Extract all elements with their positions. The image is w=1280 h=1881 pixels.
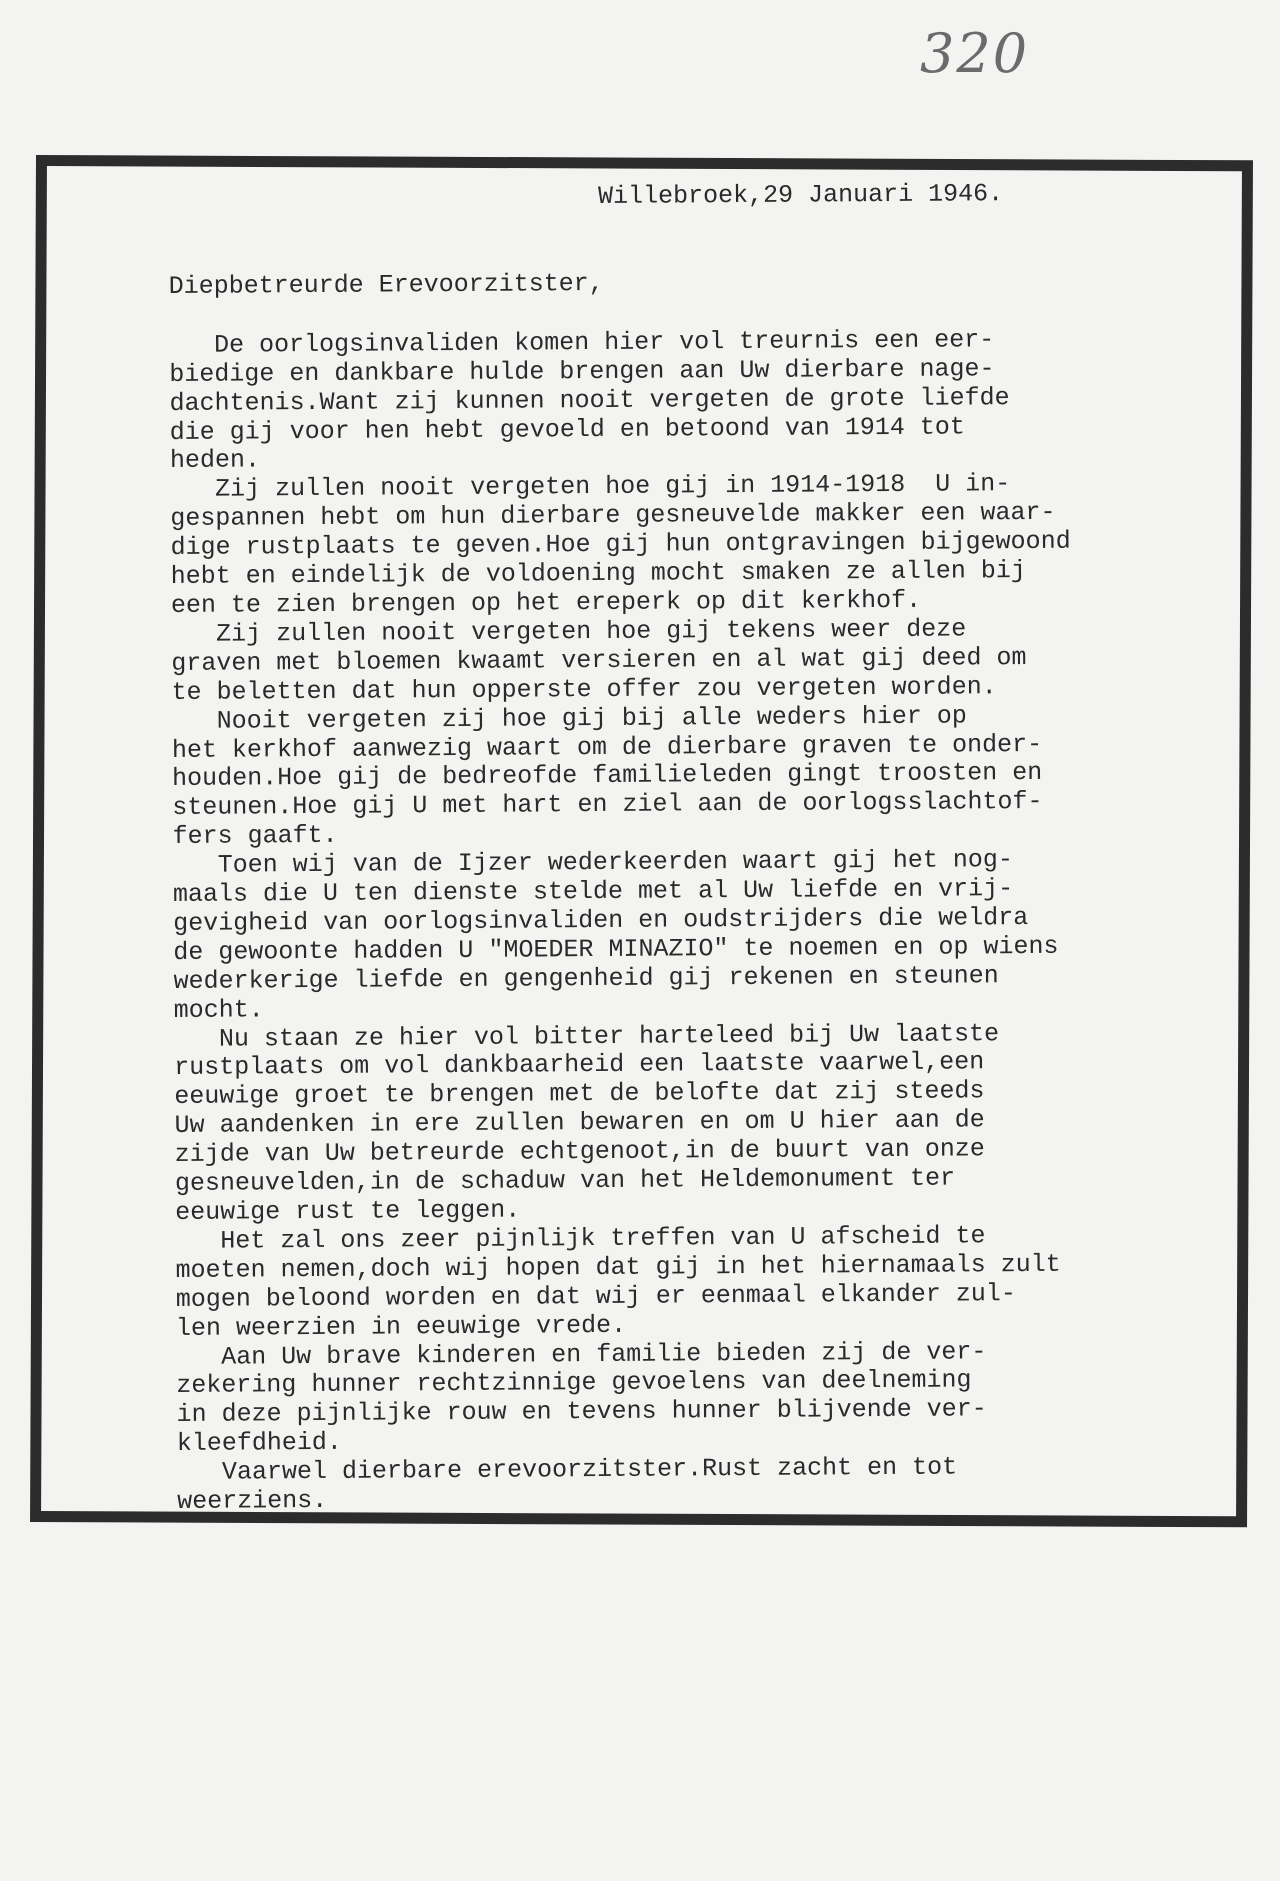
letter-line: dachtenis.Want zij kunnen nooit vergeten de grote liefde — [169, 382, 1010, 418]
letter-line: moeten nemen,doch wij hopen dat gij in het hiernamaals zult — [175, 1249, 1061, 1285]
letter-line: Het zal ons zeer pijnlijk treffen van U afscheid te — [175, 1221, 986, 1256]
letter-line: zekering hunner rechtzinnige gevoelens van deelneming — [176, 1365, 972, 1401]
letter-line: een te zien brengen op het ereperk op dit kerkhof. — [170, 585, 922, 620]
letter-line: zijde van Uw betreurde echtgenoot,in de buurt van onze — [174, 1134, 985, 1170]
letter-line: heden. — [169, 445, 261, 476]
letter-line: gevigheid van oorlogsinvaliden en oudstrijders die weldra — [173, 902, 1029, 938]
letter-line: biedige en dankbare hulde brengen aan Uw dierbare nage- — [169, 353, 995, 389]
letter-line: te beletten dat hun opperste offer zou vergeten worden. — [171, 671, 997, 707]
letter-line: gespannen hebt om hun dierbare gesneuvelde makker een waar- — [170, 498, 1056, 534]
letter-line: gesneuvelden,in de schaduw van het Heldemonument ter — [174, 1163, 956, 1199]
letter-line: Aan Uw brave kinderen en familie bieden zij de ver- — [176, 1336, 987, 1372]
letter-line: Uw aandenken in ere zullen bewaren en om U hier aan de — [174, 1105, 985, 1141]
letter-line: mogen beloond worden en dat wij er eenmaal elkander zul- — [175, 1278, 1016, 1314]
letter-line: steunen.Hoe gij U met hart en ziel aan de oorlogsslachtof- — [172, 787, 1043, 823]
letter-line: weerziens. — [177, 1485, 328, 1517]
letter-line: De oorlogsinvaliden komen hier vol treurnis een eer- — [169, 325, 995, 360]
salutation: Diepbetreurde Erevoorzitster, — [168, 268, 604, 301]
letter-line: eeuwige groet te brengen met de belofte dat zij steeds — [174, 1076, 985, 1112]
letter-line: in deze pijnlijke rouw en tevens hunner blijvende ver- — [176, 1394, 987, 1430]
letter-line: Toen wij van de Ijzer wederkeerden waart gij het nog- — [172, 845, 1013, 881]
letter-line: graven met bloemen kwaamt versieren en al wat gij deed om — [171, 642, 1027, 678]
letter-body — [168, 179, 1217, 1517]
letter-line: wederkerige liefde en gengenheid gij rekenen en steunen — [173, 960, 999, 996]
letter-text — [169, 325, 1217, 1517]
letter-line: hebt en eindelijk de voldoening mocht smaken ze allen bij — [170, 556, 1026, 592]
letter-line: dige rustplaats te geven.Hoe gij hun ontgravingen bijgewoond — [170, 526, 1071, 563]
letter-line: Vaarwel dierbare erevoorzitster.Rust zacht en tot — [176, 1452, 958, 1488]
letter-line: Zij zullen nooit vergeten hoe gij tekens weer deze — [171, 614, 967, 649]
letter-line: de gewoonte hadden U "MOEDER MINAZIO" te noemen en op wiens — [173, 931, 1059, 967]
letter-line: Nu staan ze hier vol bitter harteleed bij Uw laatste — [173, 1018, 1000, 1054]
letter-line: Zij zullen nooit vergeten hoe gij in 1914-1918 U in- — [170, 469, 1011, 505]
letter-line: len weerzien in eeuwige vrede. — [175, 1310, 627, 1343]
letter-line: het kerkhof aanwezig waart om de dierbare graven te onder- — [171, 729, 1043, 765]
letter-line: die gij voor hen hebt gevoeld en betoond van 1914 tot — [169, 411, 965, 447]
letter-line: maals die U ten dienste stelde met al Uw liefde en vrij- — [172, 874, 1014, 910]
page-number: 320 — [920, 22, 1030, 85]
letter-line: houden.Hoe gij de bedreofde familieleden gingt troosten en — [172, 758, 1043, 794]
letter-line: eeuwige rust te leggen. — [175, 1195, 521, 1227]
letter-line: fers gaaft. — [172, 821, 338, 852]
letter-line: mocht. — [173, 995, 264, 1025]
letter-line: kleefdheid. — [176, 1428, 342, 1459]
letter-line: rustplaats om vol dankbaarheid een laatste vaarwel,een — [174, 1047, 985, 1083]
place-date: Willebroek,29 Januari 1946. — [597, 179, 1004, 211]
letter-line: Nooit vergeten zij hoe gij bij alle weders hier op — [171, 701, 967, 736]
